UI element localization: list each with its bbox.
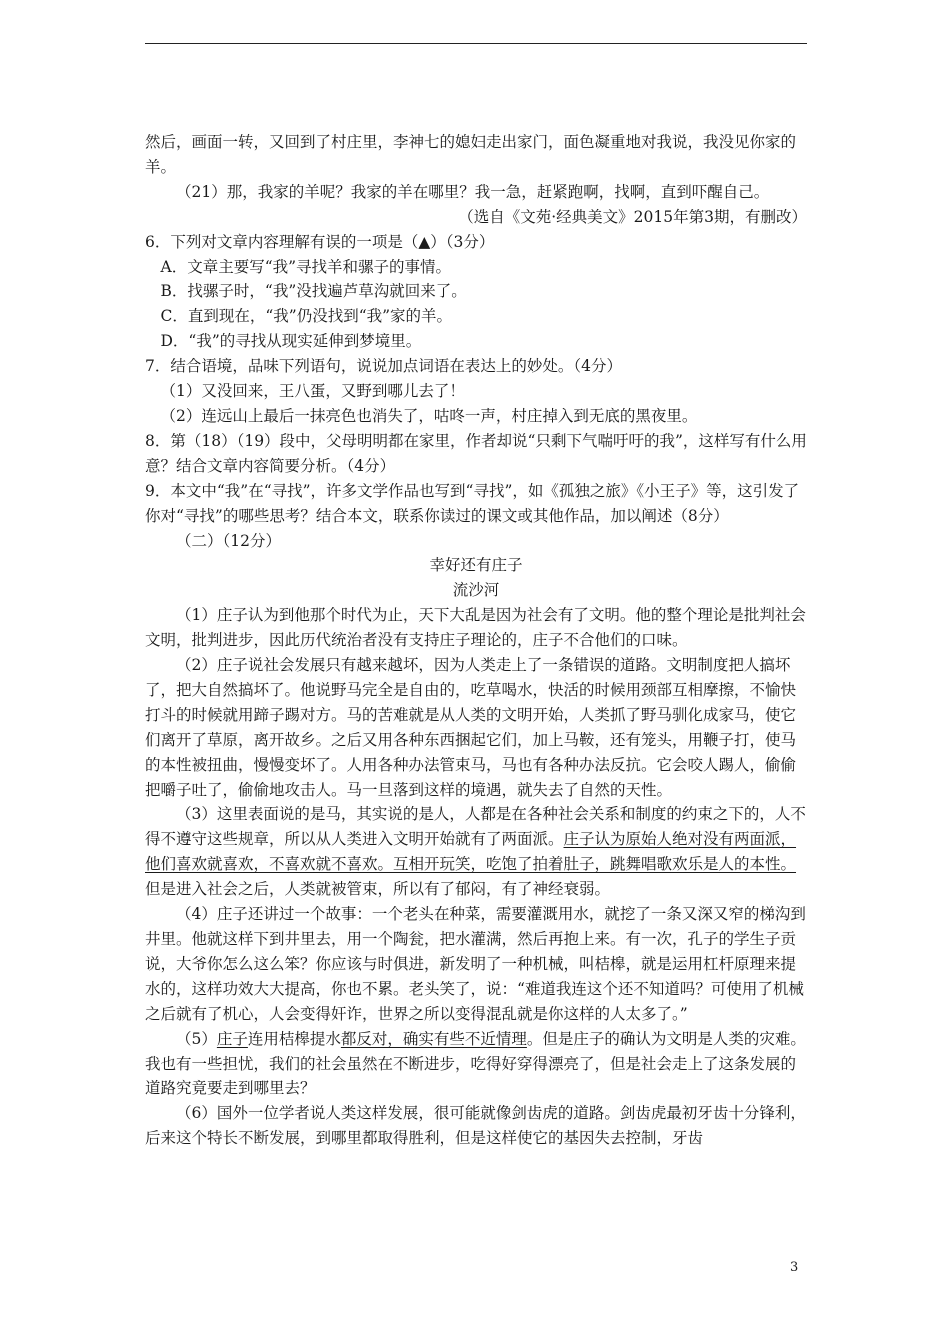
- question-9: 9．本文中“我”在“寻找”，许多文学作品也写到“寻找”，如《孤独之旅》《小王子》等，这引发了你对“寻找”的哪些思考？结合本文，联系你读过的课文或其他作品，加以阐述（8分）: [145, 481, 800, 525]
- q7-item-2: （2）连远山上最后一抹亮色也消失了，咕咚一声，村庄掉入到无底的黑夜里。: [160, 406, 698, 425]
- article-author: 流沙河: [452, 581, 500, 600]
- p5-underlined-2: 都反对，确实有些不近情理: [340, 1029, 527, 1048]
- q6-option-a: A．文章主要写“我”寻找羊和骡子的事情。: [160, 257, 452, 276]
- article-paragraph-4: （4）庄子还讲过一个故事：一个老头在种菜，需要灌溉用水，就挖了一条又深又窄的梯沟到井里。他就这样下到井里去，用一个陶瓮，把水灌满，然后再抱上来。有一次，孔子的学生子贡说，大爷你怎么这么笨？你应该与时俱进，新发明了一种机械，叫桔槔，就是运用杠杆原理来提水的，这样功效大大提高，你也不累。老头笑了，说：“难道我连这个还不知道吗？可使用了机械之后就有了机心，人会变得奸诈，世界之所以变得混乱就是你这样的人太多了。”: [145, 905, 806, 1023]
- paragraph-21: （21）那，我家的羊呢？我家的羊在哪里？我一急，赶紧跑啊，找啊，直到吓醒自己。: [176, 182, 770, 201]
- article-paragraph-6: （6）国外一位学者说人类这样发展，很可能就像剑齿虎的道路。剑齿虎最初牙齿十分锋利，后来这个特长不断发展，到哪里都取得胜利，但是这样使它的基因失去控制，牙齿: [145, 1104, 806, 1148]
- q6-option-b: B．找骡子时，“我”没找遍芦草沟就回来了。: [160, 282, 467, 301]
- article-paragraph-2: （2）庄子说社会发展只有越来越坏，因为人类走上了一条错误的道路。文明制度把人搞坏了，把大自然搞坏了。他说野马完全是自由的，吃草喝水，快活的时候用颈部互相摩擦，不愉快打斗的时候就用蹄子踢对方。马的苦难就是从人类的文明开始，人类抓了野马驯化成家马，使它们离开了草原，离开故乡。之后又用各种东西捆起它们，加上马鞍，还有笼头，用鞭子打，使马的本性被扭曲，慢慢变坏了。人用各种办法管束马，马也有各种办法反抗。它会咬人踢人，偷偷把嚼子吐了，偷偷地攻击人。马一旦落到这样的境遇，就失去了自然的天性。: [145, 656, 797, 799]
- paragraph-continuation: 然后，画面一转，又回到了村庄里，李神七的媳妇走出家门，面色凝重地对我说，我没见你家的羊。: [145, 133, 797, 176]
- q6-option-d: D．“我”的寻找从现实延伸到梦境里。: [160, 332, 422, 351]
- header-rule: [145, 43, 807, 44]
- document-body: [145, 130, 807, 1151]
- article-paragraph-1: （1）庄子认为到他那个时代为止，天下大乱是因为社会有了文明。他的整个理论是批判社会文明，批判进步，因此历代统治者没有支持庄子理论的，庄子不合他们的口味。: [145, 606, 806, 650]
- question-6: 6．下列对文章内容理解有误的一项是（▲）（3分）: [145, 232, 495, 251]
- p5-number: （5）: [176, 1029, 217, 1048]
- p5-rest: 。但是庄子的确认为文明是人类的灾难。我也有一些担忧，我们的社会虽然在不断进步，吃得好穿得漂亮了，但是社会走上了这条发展的道路究竟要走到哪里去？: [145, 1029, 806, 1098]
- source-citation: （选自《文苑·经典美文》2015年第3期，有删改）: [458, 207, 807, 226]
- article-paragraph-5: [145, 1027, 807, 1102]
- section-2-header: （二）（12分）: [176, 531, 281, 550]
- p3-text-b: 但是进入社会之后，人类就被管束，所以有了郁闷，有了神经衰弱。: [145, 880, 611, 899]
- p3-text-a: （3）这里表面说的是马，其实说的是人，人都是在各种社会关系和制度的约束之下的，人不得不遵守这些规章，所以从人类进入文明开始就有了两面派。: [145, 805, 806, 849]
- question-8: 8．第（18）（19）段中，父母明明都在家里，作者却说“只剩下气喘吁吁的我”，这样写有什么用意？结合文章内容简要分析。（4分）: [145, 431, 807, 475]
- article-paragraph-3: [145, 802, 807, 902]
- p5-underlined-1: 庄子: [216, 1029, 248, 1048]
- page-number: 3: [790, 1260, 799, 1275]
- p5-mid: 连用桔槔提水: [247, 1029, 341, 1048]
- q6-option-c: C．直到现在，“我”仍没找到“我”家的羊。: [160, 307, 453, 326]
- p3-underlined-text: 庄子认为原始人绝对没有两面派，他们喜欢就喜欢，不喜欢就不喜欢。互相开玩笑，吃饱了拍着肚子，跳舞唱歌欢乐是人的本性。: [145, 830, 797, 874]
- question-7: 7．结合语境，品味下列语句，说说加点词语在表达上的妙处。（4分）: [145, 357, 622, 376]
- q7-item-1: （1）又没回来，王八蛋，又野到哪儿去了！: [160, 382, 465, 401]
- article-title: 幸好还有庄子: [429, 556, 523, 575]
